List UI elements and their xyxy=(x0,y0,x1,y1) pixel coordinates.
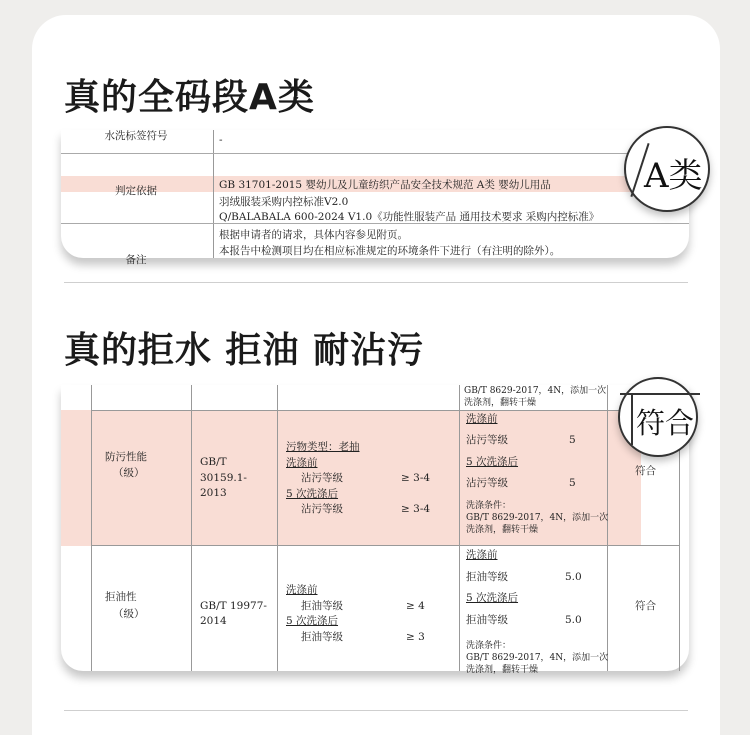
soil-type: 污物类型：老抽 xyxy=(286,441,360,453)
standard-line: 羽绒服装采购内控标准V2.0 xyxy=(219,196,349,208)
row-label: 备注 xyxy=(125,254,147,266)
result-grade: 沾污等级 xyxy=(466,477,508,489)
highlight-band xyxy=(61,410,641,546)
table-divider xyxy=(459,385,460,671)
row-divider xyxy=(91,410,679,411)
item-name: 防污性能 xyxy=(105,451,147,463)
partial-condition: 洗涤剂，翻转干燥 xyxy=(464,398,537,408)
req-value: ≥ 3-4 xyxy=(401,503,431,515)
wash-condition: 洗涤剂，翻转干燥 xyxy=(466,525,539,535)
wash-condition: GB/T 8629-2017，4N，添加一次 xyxy=(466,513,609,523)
wash-condition: 洗涤剂，翻转干燥 xyxy=(466,665,539,675)
result-grade: 沾污等级 xyxy=(466,434,508,446)
table-divider xyxy=(277,385,278,671)
result-value: 5 xyxy=(569,434,576,446)
wash-condition: GB/T 8629-2017，4N，添加一次 xyxy=(466,653,609,663)
standard-line: GB 31701-2015 婴幼儿及儿童纺织产品安全技术规范 A类 婴幼儿用品 xyxy=(219,179,551,191)
test-method: 2013 xyxy=(200,487,227,499)
magnifier-label: A类 xyxy=(644,156,703,196)
row-divider xyxy=(91,545,679,546)
section-title-a-class: 真的全码段A类 xyxy=(64,77,315,118)
row-label: 判定依据 xyxy=(115,185,157,197)
req-value: ≥ 3 xyxy=(406,631,425,643)
result-before: 洗涤前 xyxy=(466,549,498,561)
report-excerpt-classification xyxy=(61,130,689,266)
magnifier-a-class xyxy=(624,126,710,212)
section-divider xyxy=(64,710,688,711)
table-divider xyxy=(91,385,92,671)
verdict: 符合 xyxy=(635,465,656,477)
req-before: 洗涤前 xyxy=(286,457,318,469)
result-after: 5 次洗涤后 xyxy=(466,592,519,604)
test-method: 2014 xyxy=(200,615,227,627)
result-grade: 拒油等级 xyxy=(466,571,508,583)
item-unit: （级） xyxy=(113,467,145,479)
req-value: ≥ 3-4 xyxy=(401,472,431,484)
table-divider xyxy=(191,385,192,671)
result-after: 5 次洗涤后 xyxy=(466,456,519,468)
wash-condition-label: 洗涤条件： xyxy=(466,641,512,651)
wash-condition-label: 洗涤条件： xyxy=(466,501,512,511)
remark-line: 根据申请者的请求，具体内容参见附页。 xyxy=(219,229,408,241)
test-method: GB/T 19977- xyxy=(200,600,267,612)
req-after: 5 次洗涤后 xyxy=(286,488,339,500)
magnifier-label: 符合 xyxy=(636,406,695,440)
table-row xyxy=(61,130,689,154)
content-card xyxy=(32,15,720,735)
result-value: 5.0 xyxy=(565,614,582,626)
result-before: 洗涤前 xyxy=(466,413,498,425)
partial-condition: GB/T 8629-2017，4N，添加一次 xyxy=(464,386,607,396)
req-grade: 沾污等级 xyxy=(301,472,343,484)
test-method: 30159.1- xyxy=(200,472,247,484)
row-value: - xyxy=(219,134,223,146)
test-method: GB/T xyxy=(200,456,227,468)
row-label: 水洗标签符号 xyxy=(104,130,168,142)
table-row xyxy=(61,154,689,224)
magnifier-line xyxy=(631,393,633,445)
req-before: 洗涤前 xyxy=(286,584,318,596)
magnifier-pass xyxy=(618,377,698,457)
table-row xyxy=(61,224,689,264)
req-grade: 拒油等级 xyxy=(301,600,343,612)
req-grade: 拒油等级 xyxy=(301,631,343,643)
req-after: 5 次洗涤后 xyxy=(286,615,339,627)
report-excerpt-repellency xyxy=(61,385,689,675)
result-value: 5.0 xyxy=(565,571,582,583)
req-value: ≥ 4 xyxy=(406,600,425,612)
section-title-repellency: 真的拒水 拒油 耐沾污 xyxy=(64,330,425,371)
item-unit: （级） xyxy=(113,608,145,620)
remark-line: 本报告中检测项目均在相应标准规定的环境条件下进行（有注明的除外）。 xyxy=(219,245,561,257)
verdict: 符合 xyxy=(635,600,656,612)
table-divider xyxy=(607,385,608,671)
req-grade: 沾污等级 xyxy=(301,503,343,515)
item-name: 拒油性 xyxy=(105,591,137,603)
section-divider xyxy=(64,282,688,283)
result-value: 5 xyxy=(569,477,576,489)
result-grade: 拒油等级 xyxy=(466,614,508,626)
standard-line: Q/BALABALA 600-2024 V1.0《功能性服装产品 通用技术要求 采购内控标准》 xyxy=(219,211,600,223)
